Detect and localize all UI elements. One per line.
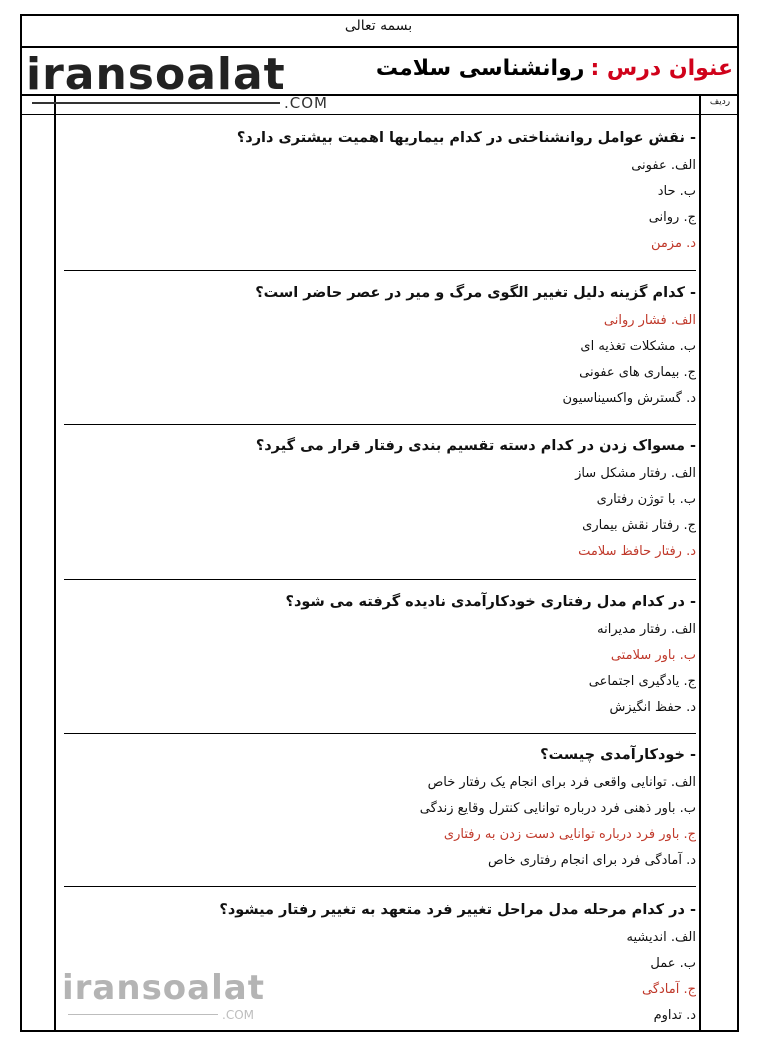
question-separator	[64, 424, 696, 425]
watermark-wordmark: iransoalat	[62, 968, 265, 1008]
option-item: الف. رفتار مدیرانه	[597, 622, 696, 637]
question-text: - در کدام مدل رفتاری خودکارآمدی نادیده گرفته می شود؟	[285, 594, 696, 610]
basmala: بسمه تعالی	[344, 18, 413, 34]
option-item-correct: الف. فشار روانی	[603, 313, 696, 328]
watermark-com: .COM	[222, 1008, 254, 1022]
question-separator	[64, 270, 696, 271]
option-item: د. حفظ انگیزش	[609, 700, 696, 715]
option-item: الف. رفتار مشکل ساز	[575, 466, 696, 481]
question-block	[64, 130, 696, 251]
option-item-correct: ج. باور فرد درباره توانایی دست زدن به رفتاری	[443, 827, 696, 842]
course-title	[376, 56, 733, 81]
question-separator	[64, 733, 696, 734]
option-item: ب. حاد	[657, 184, 696, 199]
question-text: - خودکارآمدی چیست؟	[540, 747, 696, 763]
question-block	[64, 285, 696, 406]
header-rule-top	[20, 46, 739, 48]
option-item: الف. توانایی واقعی فرد برای انجام یک رفتار خاص	[427, 775, 696, 790]
option-item-correct: ب. باور سلامتی	[610, 648, 696, 663]
question-separator	[64, 579, 696, 580]
question-text: - نقش عوامل روانشناختی در کدام بیماریها اهمیت بیشتری دارد؟	[236, 130, 696, 146]
option-item: الف. اندیشیه	[626, 930, 696, 945]
logo-com: .COM	[284, 94, 328, 112]
question-text: - کدام گزینه دلیل تغییر الگوی مرگ و میر در عصر حاضر است؟	[255, 285, 696, 301]
question-block	[64, 747, 696, 868]
option-item: الف. عفونی	[631, 158, 696, 173]
question-separator	[64, 886, 696, 887]
option-item-correct: ج. آمادگی	[641, 982, 696, 997]
course-name: روانشناسی سلامت	[375, 56, 585, 81]
radif-column-line	[699, 94, 701, 1032]
option-item: د. گسترش واکسیناسیون	[562, 391, 696, 406]
option-item: ب. باور ذهنی فرد درباره توانایی کنترل وقایع زندگی	[419, 801, 696, 816]
course-label: عنوان درس :	[590, 56, 733, 81]
left-column-line	[54, 94, 56, 1032]
option-item: ب. عمل	[650, 956, 696, 971]
question-block	[64, 438, 696, 559]
option-item: ج. بیماری های عفونی	[579, 365, 696, 380]
option-item: د. تداوم	[653, 1008, 696, 1023]
option-item: ج. روانی	[648, 210, 696, 225]
iransoalat-logo	[24, 49, 328, 112]
option-item: د. آمادگی فرد برای انجام رفتاری خاص	[488, 853, 696, 868]
question-block	[64, 902, 696, 1023]
option-item-correct: د. مزمن	[650, 236, 696, 251]
option-item: ب. با توژن رفتاری	[596, 492, 696, 507]
option-item-correct: د. رفتار حافظ سلامت	[578, 544, 696, 559]
radif-header: ردیف	[709, 97, 731, 107]
question-text: - مسواک زدن در کدام دسته تقسیم بندی رفتار قرار می گیرد؟	[255, 438, 696, 454]
column-header-rule	[20, 114, 739, 115]
logo-underline	[32, 102, 280, 104]
option-item: ج. یادگیری اجتماعی	[588, 674, 696, 689]
question-block	[64, 594, 696, 715]
question-text: - در کدام مرحله مدل مراحل تغییر فرد متعهد به تغییر رفتار میشود؟	[219, 902, 696, 918]
option-item: ب. مشکلات تغذیه ای	[580, 339, 696, 354]
logo-wordmark: iransoalat	[26, 49, 286, 100]
option-item: ج. رفتار نقش بیماری	[582, 518, 696, 533]
